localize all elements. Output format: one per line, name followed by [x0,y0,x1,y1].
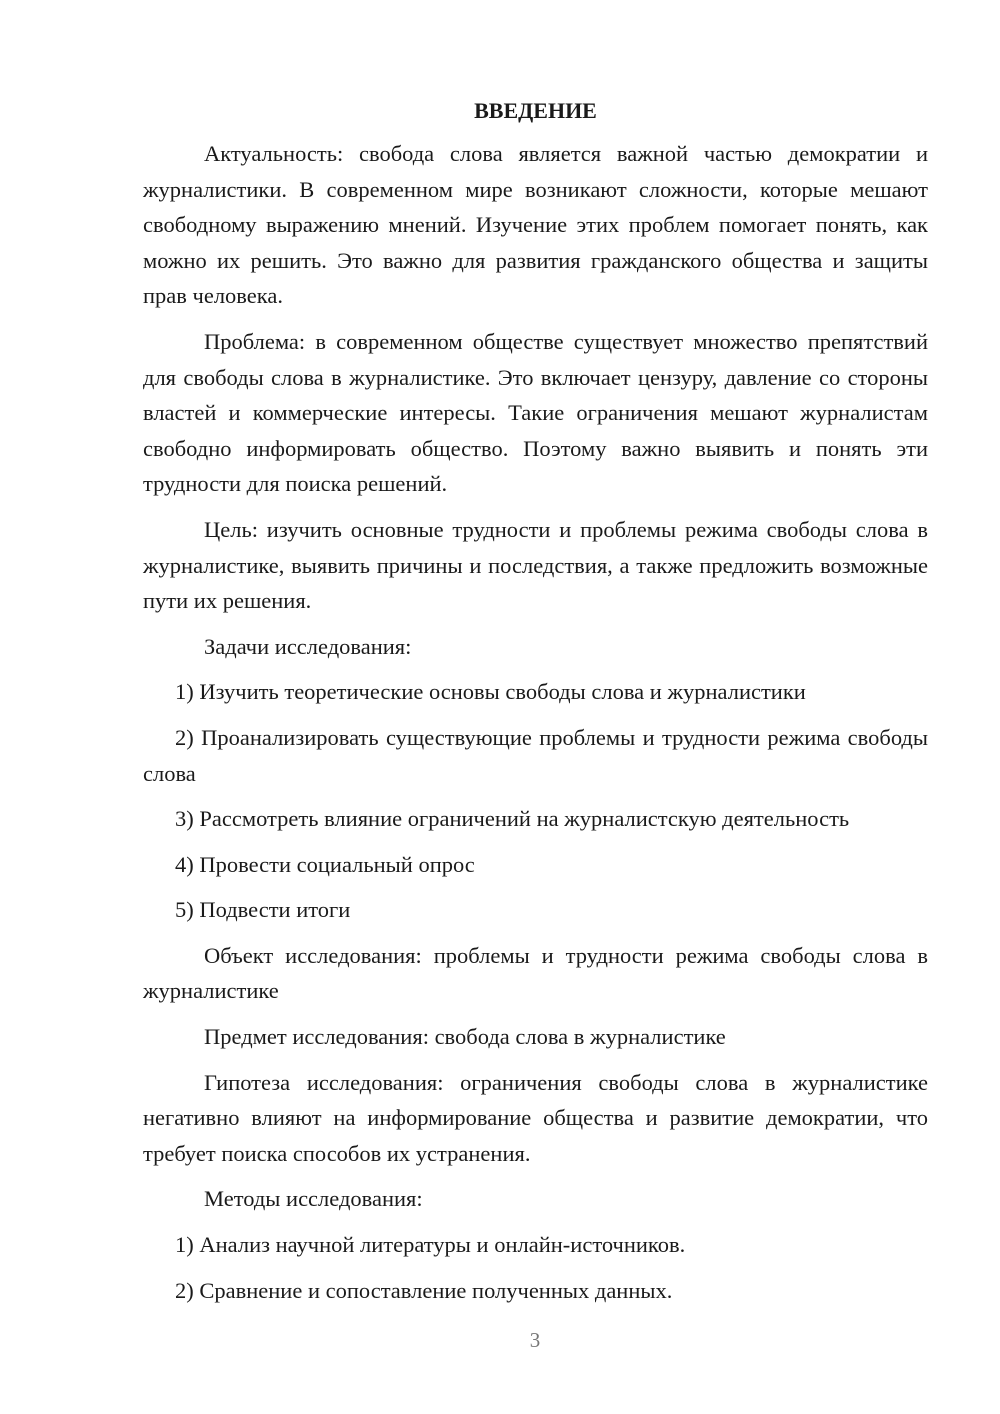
methods-title: Методы исследования: [204,1186,423,1212]
relevance-paragraph: Актуальность: свобода слова является важной частью демократии и журналистики. В современном мире возникают сложности, которые мешают свободному выражению мнений. Изучение этих проблем помогает понять, как можно их решить. Это важно для развития гражданского общества и защиты прав человека. [143,141,928,309]
document-page [143,94,928,1318]
method-item-1: 1) Анализ научной литературы и онлайн-источников. [175,1232,686,1258]
problem-paragraph: Проблема: в современном обществе существует множество препятствий для свободы слова в журналистике. Это включает цензуру, давление со стороны властей и коммерческие интересы. Такие ограничения мешают журналистам свободно информировать общество. Поэтому важно выявить и понять эти трудности для поиска решений. [143,328,928,497]
goal-paragraph: Цель: изучить основные трудности и проблемы режима свободы слова в журналистике, выявить причины и последствия, а также предложить возможные пути их решения. [143,516,928,614]
hypothesis-paragraph: Гипотеза исследования: ограничения свободы слова в журналистике негативно влияют на информирование общества и развитие демократии, что требует поиска способов их устранения. [143,1069,928,1166]
subject-paragraph: Предмет исследования: свобода слова в журналистике [204,1024,726,1050]
page-number: 3 [529,1328,541,1352]
task-item-2: 2) Проанализировать существующие проблемы и трудности режима свободы слова [143,724,928,786]
section-heading: ВВЕДЕНИЕ [474,98,597,123]
object-paragraph: Объект исследования: проблемы и трудности режима свободы слова в журналистике [143,942,928,1004]
task-item-5: 5) Подвести итоги [175,897,351,923]
task-item-1: 1) Изучить теоретические основы свободы слова и журналистики [175,679,806,705]
task-item-4: 4) Провести социальный опрос [175,851,475,877]
task-item-3: 3) Рассмотреть влияние ограничений на журналистскую деятельность [175,806,850,832]
tasks-title: Задачи исследования: [204,633,412,659]
method-item-2: 2) Сравнение и сопоставление полученных данных. [175,1277,673,1303]
